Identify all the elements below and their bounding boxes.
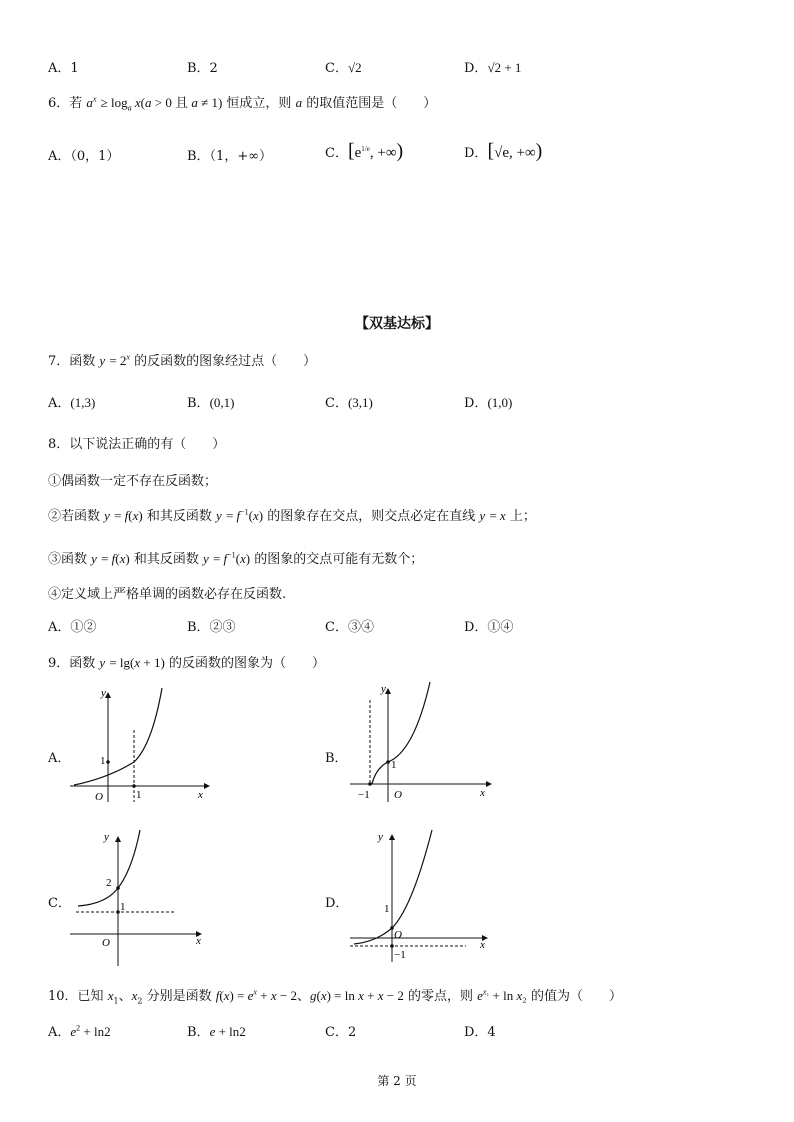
q9-label-b: B． [325,751,348,766]
q6-option-d: D．[√e, +∞) [464,140,543,162]
q8-statement-4: ④定义域上严格单调的函数必存在反函数. [48,587,287,602]
q5-option-d: D．√2 + 1 [464,60,522,76]
q8-stem: 8．以下说法正确的有（ ） [48,437,226,452]
svg-text:1: 1 [120,901,126,913]
q8-statement-2: ②若函数 y = f(x) 和其反函数 $y = f^{-1}(x)$ 的图象存在交点，则交点必定在直线 y = x 上； [48,507,536,524]
q8-statement-3: ③函数 y = f(x) 和其反函数 $y = f^{-1}(x)$ 的图象的交点可能有无数个； [48,550,424,567]
page-footer: 第 2 页 [377,1074,417,1088]
q9-label-d: D． [325,896,349,911]
q10-option-d: D．4 [464,1025,496,1040]
q9-label-a: A． [48,751,71,766]
q8-option-c: C．③④ [325,620,374,635]
svg-text:−1: −1 [394,949,406,961]
q7-option-c: C．(3,1) [325,395,373,411]
section-title: 【双基达标】 [355,316,439,332]
svg-text:y: y [104,831,109,843]
svg-text:x: x [480,939,485,951]
svg-text:1: 1 [136,789,142,801]
q8-option-d: D．①④ [464,620,514,635]
q9-graph-c [64,826,214,971]
q8-option-a: A．①② [48,620,97,635]
q5-option-a: A．1 [48,61,79,76]
q7-stem: 7．函数 $y = 2^x$ 的反函数的图象经过点（ ） [48,352,317,369]
svg-text:x: x [196,935,201,947]
q7-option-d: D．(1,0) [464,395,513,411]
q5-option-c: C．√2 [325,60,362,76]
q7-option-a: A．(1,3) [48,395,96,411]
q9-label-c: C． [48,896,71,911]
q8-statement-1: ①偶函数一定不存在反函数； [48,474,218,489]
q8-option-b: B．②③ [187,620,236,635]
svg-text:1: 1 [384,903,390,915]
svg-text:O: O [394,929,402,941]
svg-text:2: 2 [106,877,112,889]
svg-text:x: x [480,787,485,799]
q6-option-c: C．[$e^{1/e}$, +∞) [325,140,404,162]
svg-text:y: y [101,687,106,699]
svg-text:O: O [95,791,103,803]
q9-graph-a [64,680,214,805]
svg-text:y: y [381,683,386,695]
svg-text:1: 1 [100,755,106,767]
q9-graph-d [346,826,496,971]
q10-stem: 10．已知 $x_1$、$x_2$ 分别是函数 $f(x) = e^x + x - 2$、g(x) = ln x + x − 2 的零点，则 $e^{x_1} + \ln x_2$ 的值为（ ） [48,987,622,1006]
q7-option-b: B．(0,1) [187,395,235,411]
svg-text:1: 1 [391,759,397,771]
q9-stem: 9．函数 y = lg(x + 1) 的反函数的图象为（ ） [48,655,325,671]
svg-text:y: y [378,831,383,843]
q5-option-b: B．2 [187,61,218,76]
q6-option-a: A．（0，1） [48,149,120,164]
q10-option-c: C．2 [325,1025,357,1040]
q9-graph-b [346,680,496,805]
svg-text:O: O [394,789,402,801]
q6-stem: 6．若 $a^x \ge \log_a x(a > 0$ 且 a ≠ 1) 恒成立，则 a 的取值范围是（ ） [48,94,437,113]
q6-option-b: B．（1，+∞） [187,149,273,164]
svg-text:x: x [198,789,203,801]
svg-text:O: O [102,937,110,949]
q10-option-b: B．e + ln2 [187,1024,246,1040]
svg-text:−1: −1 [358,789,370,801]
q10-option-a: A．$e^2 + \ln 2$ [48,1023,111,1040]
